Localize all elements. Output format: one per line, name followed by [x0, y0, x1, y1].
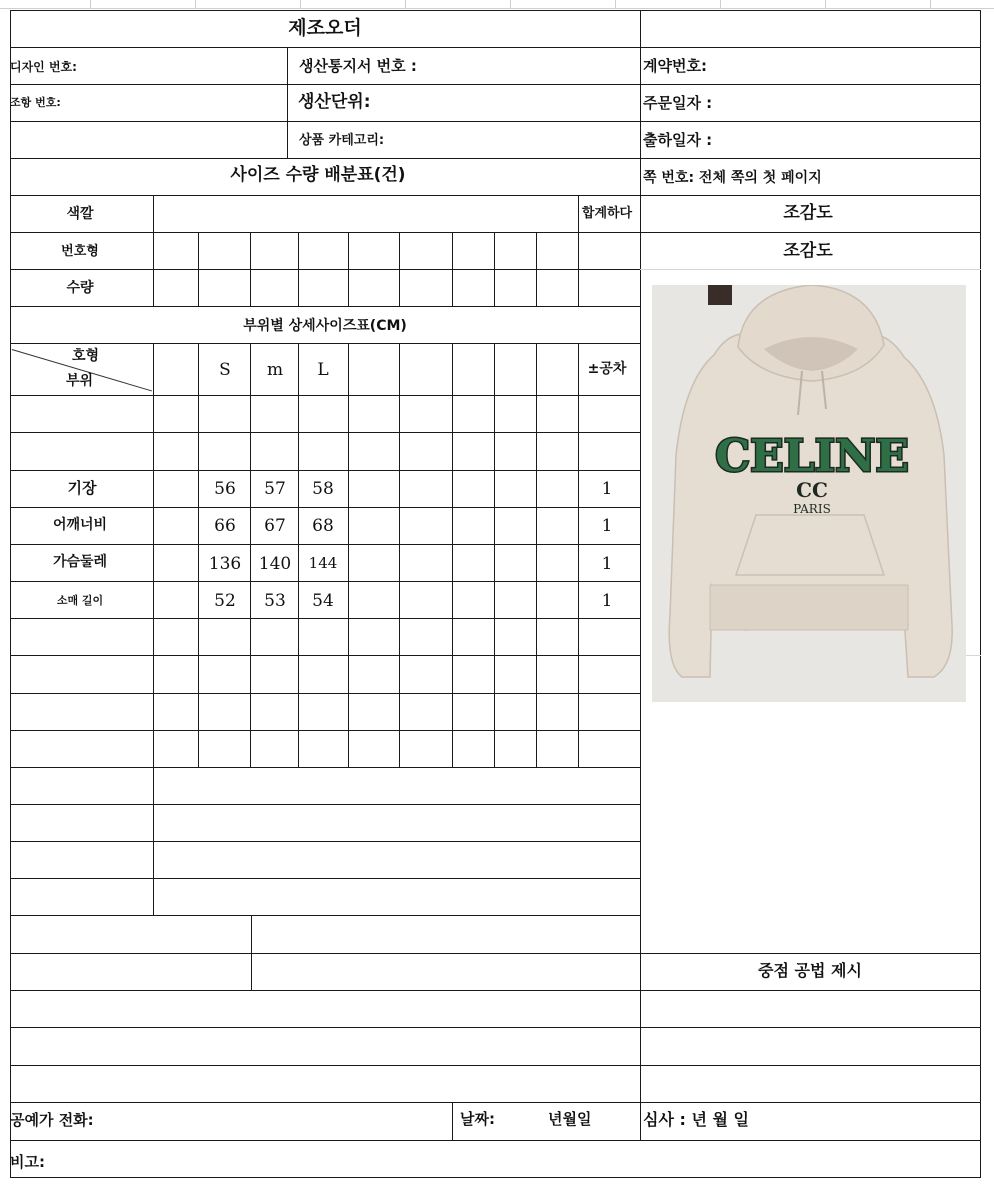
grid-line	[494, 232, 495, 307]
grid-line	[10, 618, 641, 619]
cell-sleeve-s: 52	[214, 591, 236, 611]
page-no-label: 쪽 번호: 전체 쪽의 첫 페이지	[643, 170, 822, 186]
cell-chest-l: 144	[308, 554, 338, 572]
size-header-l: L	[317, 360, 329, 380]
grid-line	[452, 1102, 453, 1141]
product-photo	[652, 285, 966, 702]
production-unit-label: 생산단위:	[298, 92, 371, 112]
grid-line	[536, 232, 537, 307]
grid-line	[399, 232, 400, 307]
grid-line	[10, 878, 641, 879]
design-no-label: 디자인 번호:	[10, 60, 77, 74]
grid-line	[250, 232, 251, 307]
grid-line	[452, 232, 453, 307]
distribution-title: 사이즈 수량 배분표(건)	[230, 165, 406, 185]
grid-line	[10, 804, 641, 805]
cell-chest-tolerance: 1	[601, 554, 613, 574]
grid-line	[10, 1065, 981, 1066]
grid-line	[348, 232, 349, 307]
grid-line	[10, 158, 981, 159]
grid-line	[10, 544, 641, 545]
grid-line	[10, 730, 641, 731]
cell-length-m: 57	[264, 479, 286, 499]
grid-line	[10, 915, 641, 916]
tolerance-label: ±공차	[587, 361, 627, 377]
order-date-label: 주문일자 :	[643, 94, 713, 112]
grid-line	[640, 269, 981, 270]
size-header-m: m	[266, 360, 284, 380]
size-code-label: 번호형	[61, 244, 99, 259]
grid-line	[10, 121, 981, 122]
grid-line	[10, 432, 641, 433]
grid-line	[348, 343, 349, 768]
spreadsheet-column-strip	[0, 0, 994, 9]
cell-shoulder-s: 66	[214, 516, 236, 536]
logo-print: CC	[796, 478, 828, 502]
factory-phone-label: 공예가 전화:	[10, 1111, 94, 1129]
grid-line	[298, 343, 299, 768]
total-label: 합계하다	[581, 206, 633, 221]
grid-line	[10, 269, 641, 270]
cell-chest-s: 136	[208, 554, 242, 574]
grid-line	[10, 47, 981, 48]
quantity-label: 수량	[66, 280, 94, 296]
cell-length-l: 58	[312, 479, 334, 499]
grid-line	[10, 1177, 981, 1178]
grid-line	[10, 953, 641, 954]
grid-line	[640, 10, 641, 1141]
grid-line	[10, 470, 641, 471]
date-label: 날짜:	[460, 1110, 495, 1128]
color-label: 색깔	[66, 206, 94, 222]
grid-line	[251, 915, 252, 991]
style-no-label: 조항 번호:	[10, 96, 61, 109]
grid-line	[153, 195, 154, 307]
cell-shoulder-l: 68	[312, 516, 334, 536]
form-title: 제조오더	[288, 17, 362, 39]
sample-image-label: 조감도	[783, 203, 833, 223]
grid-line	[980, 10, 981, 1178]
grid-line	[10, 10, 11, 1178]
grid-line	[287, 47, 288, 159]
measurement-title: 부위별 상세사이즈표(CM)	[243, 318, 407, 334]
grid-line	[452, 343, 453, 768]
grid-line	[198, 343, 199, 768]
corner-size-label: 호형	[72, 348, 100, 364]
grid-line	[10, 1102, 981, 1103]
cell-sleeve-m: 53	[264, 591, 286, 611]
grid-line	[153, 767, 154, 916]
row-name-shoulder: 어깨너비	[52, 517, 108, 533]
grid-line	[10, 655, 641, 656]
grid-line	[298, 232, 299, 307]
hoodie-illustration	[652, 285, 966, 702]
grid-line	[10, 232, 981, 233]
ship-date-label: 출하일자 :	[643, 131, 713, 149]
grid-line	[640, 953, 981, 954]
grid-line	[578, 195, 579, 307]
grid-line	[10, 693, 641, 694]
cell-shoulder-m: 67	[264, 516, 286, 536]
product-category-label: 상품 카테고리:	[299, 133, 385, 148]
contract-no-label: 계약번호:	[643, 57, 707, 75]
grid-line	[10, 767, 641, 768]
grid-line	[10, 10, 981, 11]
grid-line	[10, 990, 981, 991]
grid-line	[10, 306, 641, 307]
grid-line	[536, 343, 537, 768]
cell-sleeve-tolerance: 1	[601, 591, 613, 611]
remarks-label: 비고:	[10, 1153, 45, 1171]
city-print: PARIS	[793, 502, 831, 516]
grid-line	[578, 343, 579, 768]
sewing-points-label: 중점 공법 제시	[758, 961, 862, 980]
grid-line	[10, 1027, 981, 1028]
cell-shoulder-tolerance: 1	[601, 516, 613, 536]
review-label: 심사 : 년 월 일	[643, 1110, 749, 1129]
sample-image-label-2: 조감도	[783, 241, 833, 261]
grid-line	[10, 395, 641, 396]
grid-line	[250, 343, 251, 768]
grid-line	[198, 232, 199, 307]
grid-line	[10, 343, 641, 344]
grid-line	[10, 507, 641, 508]
grid-line	[494, 343, 495, 768]
grid-line	[399, 343, 400, 768]
grid-line	[10, 1140, 981, 1141]
grid-line	[10, 841, 641, 842]
cell-chest-m: 140	[258, 554, 292, 574]
row-name-chest: 가슴둘레	[52, 554, 108, 570]
grid-line	[966, 655, 981, 656]
date-value: 년월일	[548, 1110, 592, 1128]
row-name-sleeve: 소매 길이	[56, 594, 104, 607]
corner-part-label: 부위	[66, 373, 94, 389]
brand-print: CELINE	[715, 431, 909, 482]
cell-length-s: 56	[214, 479, 236, 499]
grid-line	[10, 581, 641, 582]
size-header-s: S	[219, 360, 231, 380]
grid-line	[153, 343, 154, 768]
row-name-length: 기장	[67, 479, 97, 497]
grid-line	[10, 195, 981, 196]
cell-length-tolerance: 1	[601, 479, 613, 499]
order-sheet-no-label: 생산통지서 번호 :	[299, 57, 417, 75]
cell-sleeve-l: 54	[312, 591, 334, 611]
grid-line	[10, 84, 981, 85]
